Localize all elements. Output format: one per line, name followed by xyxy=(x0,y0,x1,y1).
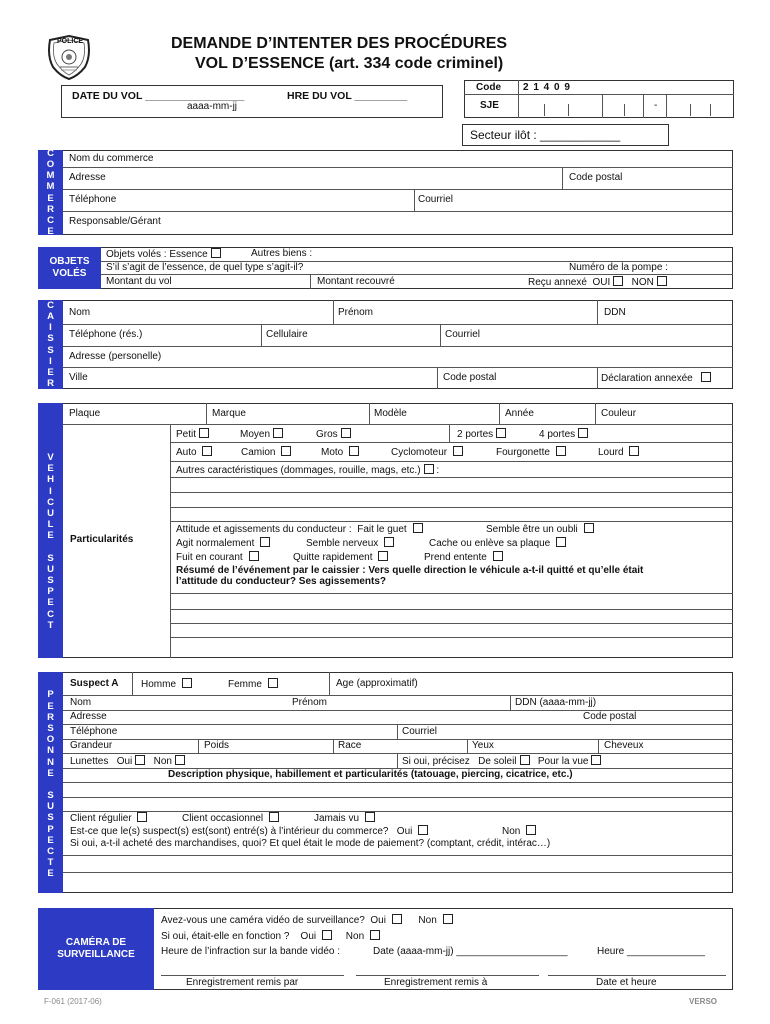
date-format-hint: aaaa-mm-jj xyxy=(187,101,238,112)
description-label: Description physique, habillement et particularités (tatouage, piercing, cicatrice, etc.) xyxy=(168,769,573,780)
agit-normalement-option: Agit normalement xyxy=(176,537,270,550)
declaration-checkbox[interactable] xyxy=(701,372,711,382)
semble-nerveux-option: Semble nerveux xyxy=(306,537,394,550)
autres-caracteristiques-field[interactable]: Autres caractéristiques (dommages, rouille, mags, etc.) : xyxy=(176,465,440,476)
cache-plaque-checkbox[interactable] xyxy=(556,537,566,547)
lourd-checkbox[interactable] xyxy=(629,446,639,456)
caissier-cellulaire-field[interactable]: Cellulaire xyxy=(266,329,308,340)
objets-side-label: OBJETS VOLÉS xyxy=(38,247,101,289)
objets-voles-essence: Objets volés : Essence xyxy=(106,248,221,261)
remis-par-field[interactable]: Enregistrement remis par xyxy=(186,977,299,988)
suspect-telephone-field[interactable]: Téléphone xyxy=(70,726,118,737)
recu-oui-checkbox[interactable] xyxy=(613,276,623,286)
date-du-vol-field[interactable]: DATE DU VOL _________________ xyxy=(72,90,245,102)
marque-field[interactable]: Marque xyxy=(212,408,246,419)
fourgonette-checkbox[interactable] xyxy=(556,446,566,456)
deux-portes-checkbox[interactable] xyxy=(496,428,506,438)
essence-checkbox[interactable] xyxy=(211,248,221,258)
police-badge-logo xyxy=(44,34,94,80)
particularites-label: Particularités xyxy=(70,534,134,545)
femme-option: Femme xyxy=(228,678,278,691)
grandeur-field[interactable]: Grandeur xyxy=(70,740,113,751)
fuit-checkbox[interactable] xyxy=(249,551,259,561)
numero-pompe-field[interactable]: Numéro de la pompe : xyxy=(569,262,668,273)
nom-du-commerce-field[interactable]: Nom du commerce xyxy=(69,153,154,164)
remis-a-field[interactable]: Enregistrement remis à xyxy=(384,977,488,988)
resume-evenement-label-2: l’attitude du conducteur? Ses agissements? xyxy=(176,576,387,587)
camera-oui-checkbox[interactable] xyxy=(392,914,402,924)
fourgonette-option: Fourgonette xyxy=(496,446,566,459)
gros-option: Gros xyxy=(316,428,351,441)
heure-infraction-label: Heure de l’infraction sur la bande vidéo : xyxy=(161,946,340,957)
recu-non-checkbox[interactable] xyxy=(657,276,667,286)
camion-option: Camion xyxy=(241,446,291,459)
sje-label: SJE xyxy=(480,100,499,111)
petit-checkbox[interactable] xyxy=(199,428,209,438)
personne-side-label: P E R S O N N E S U S P E C T E xyxy=(38,672,63,893)
homme-checkbox[interactable] xyxy=(182,678,192,688)
entre-oui-checkbox[interactable] xyxy=(418,825,428,835)
moyen-option: Moyen xyxy=(240,428,283,441)
caissier-code-postal-field[interactable]: Code postal xyxy=(443,372,497,383)
camera-question: Avez-vous une caméra vidéo de surveillance? Oui Non xyxy=(161,914,453,927)
fuit-option: Fuit en courant xyxy=(176,551,259,564)
caissier-side-label: C A I S S I E R xyxy=(38,300,63,389)
caissier-courriel-field[interactable]: Courriel xyxy=(445,329,481,340)
logo-text: POLICE xyxy=(57,38,84,45)
client-regulier-option: Client régulier xyxy=(70,812,147,825)
moto-option: Moto xyxy=(321,446,359,459)
date-heure-field[interactable]: Date et heure xyxy=(596,977,657,988)
lunettes-option: Lunettes Oui Non xyxy=(70,755,185,768)
client-occasionnel-option: Client occasionnel xyxy=(182,812,279,825)
commerce-telephone-field[interactable]: Téléphone xyxy=(69,194,117,205)
autres-biens-field[interactable]: Autres biens : xyxy=(251,248,313,259)
race-field[interactable]: Race xyxy=(338,740,362,751)
quitte-option: Quitte rapidement xyxy=(293,551,388,564)
caissier-nom-field[interactable]: Nom xyxy=(69,307,91,318)
quitte-checkbox[interactable] xyxy=(378,551,388,561)
couleur-field[interactable]: Couleur xyxy=(601,408,637,419)
caissier-adresse-field[interactable]: Adresse (personelle) xyxy=(69,351,162,362)
suspect-a-label: Suspect A xyxy=(70,678,119,689)
code-value: 2 1 4 0 9 xyxy=(523,82,571,93)
camera-fonction-question: Si oui, était-elle en fonction ? Oui Non xyxy=(161,930,380,943)
form-id: F-061 (2017-06) xyxy=(44,997,102,1006)
auto-option: Auto xyxy=(176,446,212,459)
modele-field[interactable]: Modèle xyxy=(374,408,407,419)
commerce-courriel-field[interactable]: Courriel xyxy=(418,194,454,205)
autres-checkbox[interactable] xyxy=(424,464,434,474)
entre-non-option: Non xyxy=(502,825,536,838)
suspect-adresse-field[interactable]: Adresse xyxy=(70,711,107,722)
camera-non-checkbox[interactable] xyxy=(443,914,453,924)
yeux-field[interactable]: Yeux xyxy=(472,740,494,751)
lunettes-oui-checkbox[interactable] xyxy=(135,755,145,765)
gros-checkbox[interactable] xyxy=(341,428,351,438)
client-occasionnel-checkbox[interactable] xyxy=(269,812,279,822)
moyen-checkbox[interactable] xyxy=(273,428,283,438)
form-title: DEMANDE D’INTENTER DES PROCÉDURES xyxy=(171,35,508,52)
plaque-field[interactable]: Plaque xyxy=(69,408,101,419)
auto-checkbox[interactable] xyxy=(202,446,212,456)
lourd-option: Lourd xyxy=(598,446,639,459)
age-field[interactable]: Age (approximatif) xyxy=(336,678,418,689)
vue-checkbox[interactable] xyxy=(591,755,601,765)
commerce-side-label: C O M M E R C E xyxy=(38,150,63,235)
oubli-checkbox[interactable] xyxy=(584,523,594,533)
semble-nerveux-checkbox[interactable] xyxy=(384,537,394,547)
soleil-checkbox[interactable] xyxy=(520,755,530,765)
suspect-code-postal-field[interactable]: Code postal xyxy=(583,711,637,722)
agit-normalement-checkbox[interactable] xyxy=(260,537,270,547)
caissier-prenom-field[interactable]: Prénom xyxy=(338,307,374,318)
resume-evenement-label: Résumé de l’événement par le caissier : Vers quelle direction le véhicule a-t-il quitté et qu’elle était xyxy=(176,565,644,576)
quatre-portes-checkbox[interactable] xyxy=(578,428,588,438)
fonction-oui-checkbox[interactable] xyxy=(322,930,332,940)
achat-question: Si oui, a-t-il acheté des marchandises, quoi? Et quel était le mode de paiement? (comptant, crédit, intérac…) xyxy=(70,838,551,849)
petit-option: Petit xyxy=(176,428,209,441)
video-heure-field[interactable]: Heure ______________ xyxy=(597,946,705,957)
declaration-annexee: Déclaration annexée xyxy=(601,372,711,385)
vehicule-side-label: V E H I C U L E S U S P E C T xyxy=(38,403,63,658)
sje-dash: - xyxy=(654,100,658,111)
commerce-adresse-field[interactable]: Adresse xyxy=(69,172,106,183)
commerce-code-postal-field[interactable]: Code postal xyxy=(569,172,623,183)
form-subtitle: VOL D’ESSENCE (art. 334 code criminel) xyxy=(195,55,504,72)
lunettes-precisez: Si oui, précisez De soleil Pour la vue xyxy=(402,755,601,768)
montant-vol-field[interactable]: Montant du vol xyxy=(106,276,172,287)
poids-field[interactable]: Poids xyxy=(204,740,230,751)
homme-option: Homme xyxy=(141,678,192,691)
suspect-prenom-field[interactable]: Prénom xyxy=(292,697,328,708)
client-regulier-checkbox[interactable] xyxy=(137,812,147,822)
suspect-nom-field[interactable]: Nom xyxy=(70,697,92,708)
recu-annexe: Reçu annexé OUI NON xyxy=(528,276,667,289)
oubli-option: Semble être un oubli xyxy=(486,523,594,536)
cyclomoteur-checkbox[interactable] xyxy=(453,446,463,456)
cyclomoteur-option: Cyclomoteur xyxy=(391,446,463,459)
hre-du-vol-field[interactable]: HRE DU VOL _________ xyxy=(287,90,408,102)
jamais-vu-option: Jamais vu xyxy=(314,812,375,825)
montant-recouvre-field[interactable]: Montant recouvré xyxy=(317,276,395,287)
verso-label: VERSO xyxy=(689,997,718,1006)
cheveux-field[interactable]: Cheveux xyxy=(604,740,644,751)
femme-checkbox[interactable] xyxy=(268,678,278,688)
responsable-field[interactable]: Responsable/Gérant xyxy=(69,216,161,227)
fonction-non-checkbox[interactable] xyxy=(370,930,380,940)
caissier-tel-res-field[interactable]: Téléphone (rés.) xyxy=(69,329,143,340)
suspect-ddn-field[interactable]: DDN (aaaa-mm-jj) xyxy=(515,697,597,708)
suspect-courriel-field[interactable]: Courriel xyxy=(402,726,438,737)
deux-portes-option: 2 portes xyxy=(457,428,506,441)
fait-guet-checkbox[interactable] xyxy=(413,523,423,533)
caissier-ddn-field[interactable]: DDN xyxy=(604,307,626,318)
cache-plaque-option: Cache ou enlève sa plaque xyxy=(429,537,566,550)
camera-side-label: CAMÉRA DE SURVEILLANCE xyxy=(38,908,154,990)
prend-entente-option: Prend entente xyxy=(424,551,503,564)
jamais-vu-checkbox[interactable] xyxy=(365,812,375,822)
video-date-field[interactable]: Date (aaaa-mm-jj) ____________________ xyxy=(373,946,568,957)
entre-non-checkbox[interactable] xyxy=(526,825,536,835)
code-box xyxy=(464,80,734,118)
quatre-portes-option: 4 portes xyxy=(539,428,588,441)
annee-field[interactable]: Année xyxy=(505,408,534,419)
entre-commerce-question: Est-ce que le(s) suspect(s) est(sont) entré(s) à l’intérieur du commerce? Oui xyxy=(70,825,428,838)
caissier-ville-field[interactable]: Ville xyxy=(69,372,88,383)
moto-checkbox[interactable] xyxy=(349,446,359,456)
secteur-ilot-label: Secteur ilôt : ____________ xyxy=(470,128,621,142)
code-label: Code xyxy=(476,82,501,93)
prend-entente-checkbox[interactable] xyxy=(493,551,503,561)
lunettes-non-checkbox[interactable] xyxy=(175,755,185,765)
type-essence-field[interactable]: S’il s’agit de l’essence, de quel type s’agit-il? xyxy=(106,262,304,273)
camion-checkbox[interactable] xyxy=(281,446,291,456)
attitude-label: Attitude et agissements du conducteur : Fait le guet xyxy=(176,523,423,536)
